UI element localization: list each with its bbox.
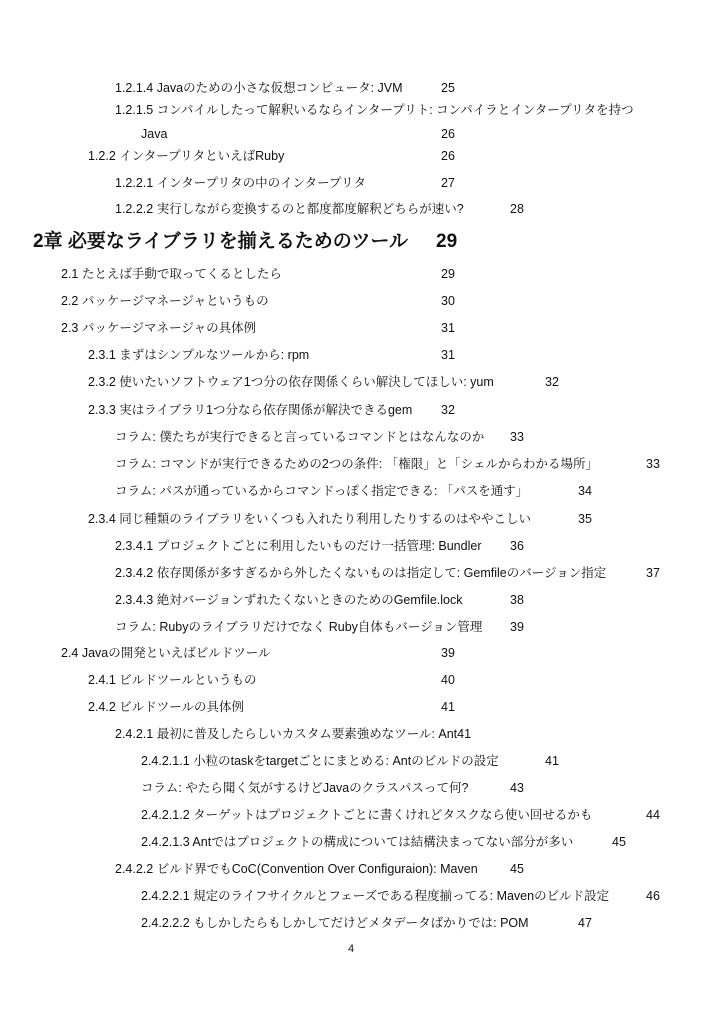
toc-entry-page: 32 xyxy=(545,375,559,389)
toc-entry-title: 2.3.4.3 絶対バージョンずれたくないときのためのGemfile.lock xyxy=(115,593,463,607)
toc-entry-page: 39 xyxy=(510,620,524,634)
toc-entry-title: 2.3.2 使いたいソフトウェア1つ分の依存関係くらい解決してほしい: yum xyxy=(88,375,494,389)
toc-entry-page: 40 xyxy=(441,673,455,687)
toc-entry-title: 2.3.4 同じ種類のライブラリをいくつも入れたり利用したりするのはややこしい xyxy=(88,512,532,526)
toc-entry-title: 2.4.2.1 最初に普及したらしいカスタム要素強めなツール: Ant xyxy=(115,727,458,741)
toc-entry-title: コラム: パスが通っているからコマンドっぽく指定できる: 「パスを通す」 xyxy=(115,484,529,498)
toc-entry-title: 1.2.2.1 インタープリタの中のインタープリタ xyxy=(115,176,366,190)
toc-entry-title: 2章 必要なライブラリを揃えるためのツール xyxy=(33,231,408,252)
toc-entry-page: 36 xyxy=(510,539,524,553)
toc-entry-title: コラム: コマンドが実行できるための2つの条件: 「権限」と「シェルからわかる場所」 xyxy=(115,457,598,471)
toc-entry-title: 2.4.2.1.2 ターゲットはプロジェクトごとに書くけれどタスクなら使い回せるかも xyxy=(141,808,593,822)
toc-entry-page: 38 xyxy=(510,593,524,607)
toc-entry-title: コラム: Rubyのライブラリだけでなく Ruby自体もバージョン管理 xyxy=(115,620,483,634)
toc-entry-page: 41 xyxy=(441,700,455,714)
toc-entry-page: 28 xyxy=(510,202,524,216)
toc-entry-page: 27 xyxy=(441,176,455,190)
toc-entry-title: 2.2 パッケージマネージャというもの xyxy=(61,294,269,308)
toc-entry-title: 1.2.1.5 コンパイルしたって解釈いるならインタープリト: コンパイラとインタープリタを持つ xyxy=(115,103,634,117)
toc-entry-page: 46 xyxy=(646,889,660,903)
toc-entry-page: 25 xyxy=(441,81,455,95)
toc-entry-page: 31 xyxy=(441,321,455,335)
toc-entry-title: 2.3.4.1 プロジェクトごとに利用したいものだけ一括管理: Bundler xyxy=(115,539,482,553)
toc-entry-page: 34 xyxy=(578,484,592,498)
toc-entry-page: 37 xyxy=(646,566,660,580)
toc-entry-title: 1.2.1.4 Javaのための小さな仮想コンピュータ: JVM xyxy=(115,81,403,95)
toc-entry-title: 2.4.1 ビルドツールというもの xyxy=(88,673,257,687)
page-number: 4 xyxy=(348,943,355,955)
toc-entry-title: 2.4.2.1.3 Antではプロジェクトの構成については結構決まってない部分が多い xyxy=(141,835,574,849)
toc-entry-page: 44 xyxy=(646,808,660,822)
toc-entry-title: 1.2.2.2 実行しながら変換するのと都度都度解釈どちらが速い? xyxy=(115,202,464,216)
toc-entry-page: 35 xyxy=(578,512,592,526)
toc-entry-page: 43 xyxy=(510,781,524,795)
toc-entry-page: 26 xyxy=(441,127,455,141)
toc-entry-title: 2.4.2.2 ビルド界でもCoC(Convention Over Configuraion): Maven xyxy=(115,862,478,876)
toc-entry-page: 29 xyxy=(441,267,455,281)
toc-entry-title: 2.3.1 まずはシンプルなツールから: rpm xyxy=(88,348,310,362)
toc-entry-title-continued: Java xyxy=(141,127,168,141)
toc-entry-page: 47 xyxy=(578,916,592,930)
toc-entry-title: 2.3.3 実はライブラリ1つ分なら依存関係が解決できるgem xyxy=(88,403,413,417)
toc-entry-page: 45 xyxy=(612,835,626,849)
toc-entry-title: 2.4 Javaの開発といえばビルドツール xyxy=(61,646,271,660)
toc-entry-title: 2.4.2 ビルドツールの具体例 xyxy=(88,700,245,714)
toc-entry-title: 2.4.2.2.1 規定のライフサイクルとフェーズである程度揃ってる: Mavenのビルド設定 xyxy=(141,889,610,903)
toc-entry-title: 2.4.2.1.1 小粒のtaskをtargetごとにまとめる: Antのビルドの設定 xyxy=(141,754,499,768)
toc-entry-page: 41 xyxy=(457,727,472,741)
toc-entry-title: 2.3.4.2 依存関係が多すぎるから外したくないものは指定して: Gemfileのバージョン指定 xyxy=(115,566,607,580)
toc-entry-line xyxy=(115,726,471,742)
toc-entry-page: 30 xyxy=(441,294,455,308)
toc-entry-title: コラム: 僕たちが実行できると言っているコマンドとはなんなのか xyxy=(115,430,485,444)
toc-entry-page: 41 xyxy=(545,754,559,768)
toc-entry-title: 2.1 たとえば手動で取ってくるとしたら xyxy=(61,267,282,281)
toc-entry-page: 29 xyxy=(436,231,458,252)
toc-entry-title: 1.2.2 インタープリタといえばRuby xyxy=(88,149,285,163)
toc-entry-title: 2.3 パッケージマネージャの具体例 xyxy=(61,321,257,335)
toc-entry-page: 31 xyxy=(441,348,455,362)
toc-entry-title: 2.4.2.2.2 もしかしたらもしかしてだけどメタデータばかりでは: POM xyxy=(141,916,529,930)
toc-entry-title: コラム: やたら聞く気がするけどJavaのクラスパスって何? xyxy=(141,781,469,795)
toc-entry-page: 33 xyxy=(510,430,524,444)
toc-entry-page: 26 xyxy=(441,149,455,163)
toc-entry-page: 33 xyxy=(646,457,660,471)
toc-entry-page: 45 xyxy=(510,862,524,876)
toc-entry-page: 32 xyxy=(441,403,455,417)
toc-entry-page: 39 xyxy=(441,646,455,660)
